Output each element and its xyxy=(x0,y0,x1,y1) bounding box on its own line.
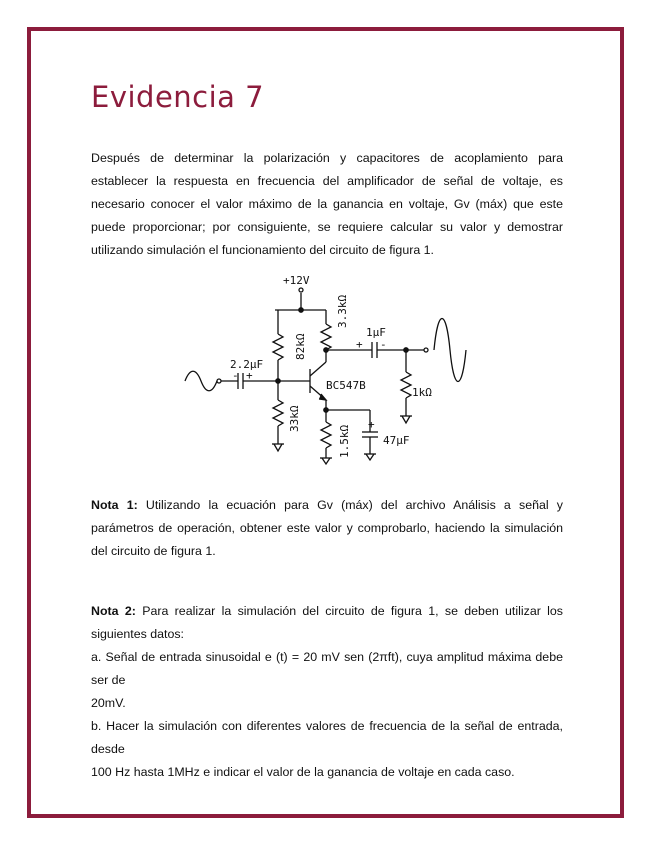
intro-line: Después de determinar la polarización y capacitores de acoplamiento para xyxy=(91,151,563,165)
nota2-paragraph xyxy=(91,600,563,784)
nota2-label: Nota 2: xyxy=(91,604,136,618)
label-transistor: BC547B xyxy=(326,379,366,392)
label-minus: - xyxy=(380,338,387,351)
nota2-line: 100 Hz hasta 1MHz e indicar el valor de la ganancia de voltaje en cada caso. xyxy=(91,765,515,779)
resistor-3k3 xyxy=(321,324,331,350)
intro-line: utilizando simulación el funcionamiento del circuito de figura 1. xyxy=(91,243,434,257)
label-supply: +12V xyxy=(283,274,310,287)
label-r-load: 1kΩ xyxy=(412,386,432,399)
label-minus: - xyxy=(232,369,239,382)
circuit-diagram xyxy=(180,268,480,468)
label-ce: 47μF xyxy=(383,434,410,447)
nota1-label: Nota 1: xyxy=(91,498,138,512)
nota2-line: siguientes datos: xyxy=(91,627,184,641)
nota2-line: desde xyxy=(91,742,125,756)
output-sine-wave xyxy=(434,319,466,382)
label-rc: 3.3kΩ xyxy=(336,294,349,328)
nota1-line: parámetros de operación, obtener este valor y comprobarlo, haciendo la simulación xyxy=(91,521,563,535)
label-plus: + xyxy=(368,418,375,431)
input-sine-wave xyxy=(185,371,217,391)
resistor-1k5 xyxy=(321,422,331,448)
intro-line: puede proporcionar; por consiguiente, se requiere calcular su valor y demostrar xyxy=(91,220,563,234)
page-title: Evidencia 7 xyxy=(91,80,265,114)
resistor-33k xyxy=(273,400,283,426)
label-rb2: 33kΩ xyxy=(288,405,301,432)
label-plus: + xyxy=(356,338,363,351)
nota2-line: b. Hacer la simulación con diferentes valores de frecuencia de la señal de entrada, xyxy=(91,719,563,733)
label-rb1: 82kΩ xyxy=(294,333,307,360)
resistor-1k xyxy=(401,372,411,398)
nota2-text: Para realizar la simulación del circuito de figura 1, se deben utilizar los xyxy=(135,604,564,618)
nota2-line: 20mV. xyxy=(91,696,126,710)
intro-line: necesario conocer el valor máximo de la ganancia en voltaje, Gv (máx) que este xyxy=(91,197,563,211)
intro-line: establecer la respuesta en frecuencia del amplificador de señal de voltaje, es xyxy=(91,174,563,188)
label-plus: + xyxy=(246,369,253,382)
nota2-line: ser de xyxy=(91,673,126,687)
nota1-line xyxy=(91,494,563,517)
label-re: 1.5kΩ xyxy=(338,424,351,458)
nota2-line: a. Señal de entrada sinusoidal e (t) = 20 mV sen (2πft), cuya amplitud máxima debe xyxy=(91,650,563,664)
nota1-text: Utilizando la ecuación para Gv (máx) del archivo Análisis a señal y xyxy=(137,498,563,512)
label-c-out: 1μF xyxy=(366,326,386,339)
nota1-line: del circuito de figura 1. xyxy=(91,544,216,558)
resistor-82k xyxy=(273,334,283,360)
label-c-in: 2.2μF xyxy=(230,358,264,371)
nota1-paragraph xyxy=(91,494,563,563)
intro-paragraph xyxy=(91,147,563,262)
nota2-line xyxy=(91,600,563,623)
